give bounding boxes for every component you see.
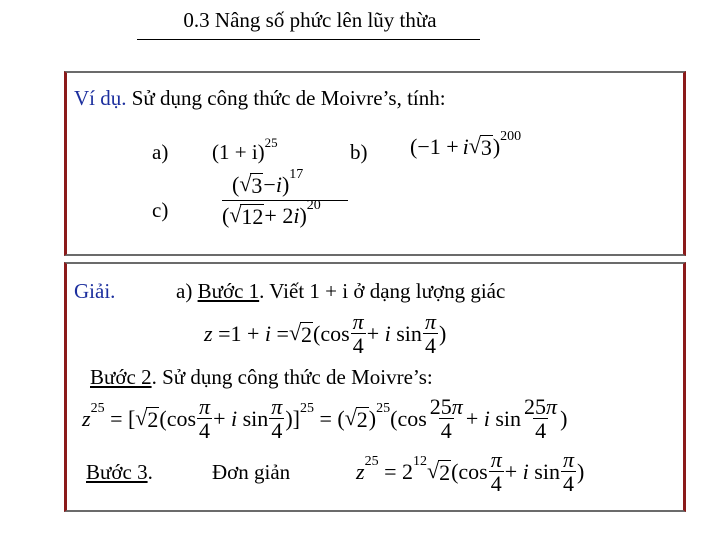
part-a-expression: $(1 + i)^{25}$	[212, 135, 278, 164]
example-lead: Ví dụ.	[74, 86, 127, 110]
part-c-numerator: ( √ 3 − i ) 17	[232, 167, 304, 198]
part-b-label: b)	[350, 140, 368, 164]
part-c-label: c)	[152, 198, 169, 222]
solution-label: Giải.	[74, 279, 116, 303]
step2-formula: z 25 = [ √ 2 (cos $\frac{\pi}{4}$ + i sin $\frac{\pi}{4}$ )] 25 = ( √ 2 ) 25 (cos $\frac{25\pi}{4}$ + i sin $\frac{25\pi}{4}$ )	[82, 394, 568, 444]
example-text: Sử dụng công thức de Moivre’s, tính:	[126, 86, 446, 110]
part-c-fraction	[222, 167, 348, 229]
page-title: 0.3 Nâng số phức lên lũy thừa	[183, 8, 437, 32]
simplify-label: Đơn giản	[212, 460, 291, 484]
step1-line: a) Bước 1. Viết 1 + i ở dạng lượng giác	[176, 279, 506, 303]
part-b-expression: (−1 + i √ 3 ) 200	[410, 129, 522, 160]
step3-formula: z 25 = 2 12 √ 2 (cos $\frac{\pi}{4}$ + i sin $\frac{\pi}{4}$ )	[356, 447, 585, 497]
part-c-denominator: ( √ 12 + 2 i ) 20	[222, 198, 321, 229]
title-underline	[137, 39, 480, 40]
step2-line: Bước 2. Sử dụng công thức de Moivre’s:	[90, 365, 433, 389]
step1-formula: z =1 + i = √ 2 (cos $\frac{\pi}{4}$ + i sin $\frac{\pi}{4}$ )	[204, 309, 447, 359]
step3-line: Bước 3.	[86, 460, 153, 484]
example-heading	[74, 86, 446, 111]
part-a-label: a)	[152, 140, 169, 164]
